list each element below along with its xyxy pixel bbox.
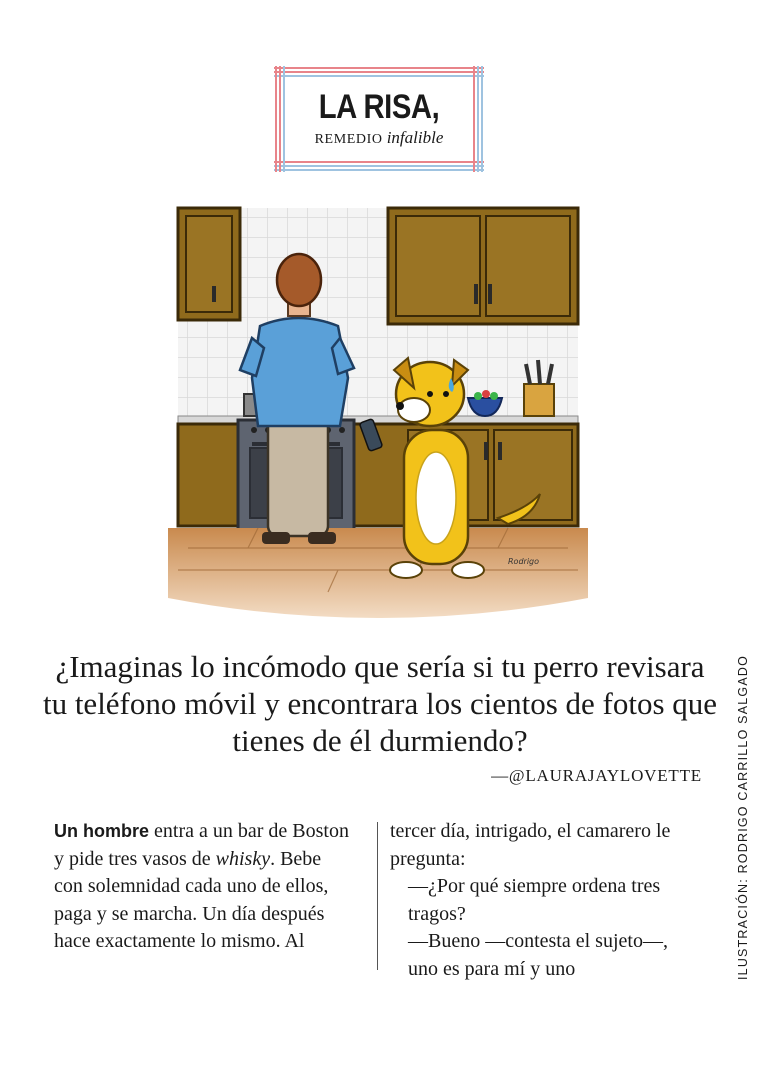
joke-text: ¿Imaginas lo incómodo que sería si tu perro revisara tu teléfono móvil y encontrara los cientos de fotos que tienes de él durmiendo? [42,649,718,758]
column-divider [377,822,378,970]
title-badge [274,66,484,172]
story-p1-a: entra a un bar de Boston y pide tres vasos de [54,820,349,870]
illustration-credit: ILUSTRACIÓN: RODRIGO CARRILLO SALGADO [736,654,750,980]
joke-credit: —@LAURAJAYLOVETTE [491,766,702,785]
story-paragraph-2: tercer día, intrigado, el camarero le pregunta: [390,820,671,870]
subtitle-italic: infalible [386,128,444,147]
story-paragraph-3: —¿Por qué siempre ordena tres tragos? [408,875,661,925]
story-paragraph-4: —Bueno —contesta el sujeto—, uno es para mí y uno [408,930,668,980]
kitchen-illustration [168,198,588,626]
wood-floor [168,528,588,618]
story-paragraph-1 [54,818,354,956]
badge-content [290,78,468,160]
section-subtitle [290,128,468,148]
subtitle-caps: REMEDIO [314,132,383,147]
illustrator-signature: Rodrigo [508,557,540,566]
story-column-right [390,818,690,983]
story-whisky: whisky [215,847,271,870]
story-p1-b: . Bebe con solemnidad cada uno de ellos, paga y se marcha. Un día después hace exactamente lo mismo. Al [54,847,329,952]
story-lead: Un hombre [54,821,150,841]
story-column-left [54,818,354,956]
section-title: LA RISA, [318,88,440,126]
